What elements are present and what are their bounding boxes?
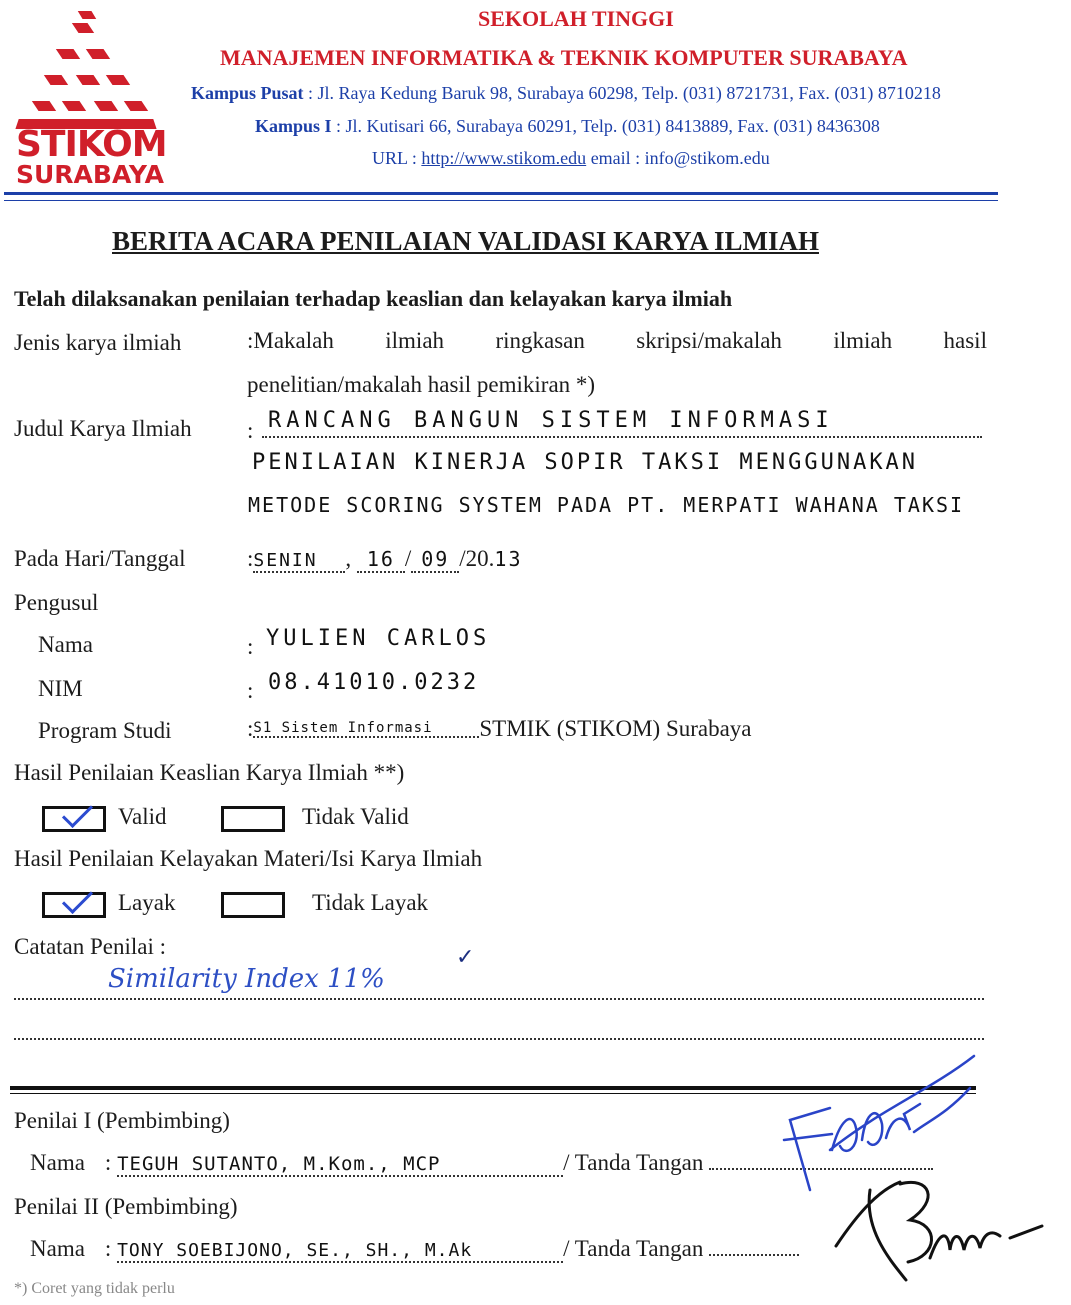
website-link[interactable]: http://www.stikom.edu — [421, 148, 587, 168]
pengusul-label: Pengusul — [14, 590, 99, 615]
penilai2-label: Penilai II (Pembimbing) — [14, 1194, 238, 1219]
tidak-layak-checkbox[interactable] — [221, 892, 285, 918]
tanggal-row: :SENIN , 16 / 09 /20.13 — [247, 546, 523, 571]
valid-label: Valid — [118, 804, 167, 829]
signature-line-2 — [709, 1236, 799, 1256]
tahun-suffix: 13 — [494, 547, 523, 571]
keaslian-label: Hasil Penilaian Keaslian Karya Ilmiah **) — [14, 760, 405, 785]
penilai2-row: Nama : TONY SOEBIJONO, SE., SH., M.Ak / Tanda Tangan — [30, 1236, 799, 1263]
nama-colon: : — [247, 634, 254, 659]
jenis-word: ilmiah — [833, 328, 893, 353]
penilai1-row: Nama : TEGUH SUTANTO, M.Kom., MCP / Tanda Tangan — [30, 1150, 933, 1177]
jenis-word: skripsi/makalah — [636, 328, 782, 353]
catatan-line1 — [14, 964, 984, 1000]
email-text: email : info@stikom.edu — [586, 148, 770, 168]
header-contact — [372, 148, 770, 169]
nim-value: 08.41010.0232 — [268, 670, 480, 695]
nim-colon: : — [247, 678, 254, 703]
intro-text: Telah dilaksanakan penilaian terhadap keaslian dan kelayakan karya ilmiah — [14, 286, 733, 311]
stikom-logo — [12, 8, 167, 189]
jenis-line1 — [247, 328, 987, 354]
campus2-text: : Jl. Kutisari 66, Surabaya 60291, Telp. (031) 8413889, Fax. (031) 8436308 — [331, 116, 880, 136]
judul-colon: : — [247, 418, 254, 443]
checkmark-icon: ✓ — [456, 944, 475, 969]
nama-label: Nama — [38, 632, 93, 657]
check-icon — [62, 883, 93, 914]
jenis-word: ringkasan — [495, 328, 585, 353]
prodi-label: Program Studi — [38, 718, 172, 743]
judul-line2: PENILAIAN KINERJA SOPIR TAKSI MENGGUNAKAN — [252, 450, 919, 475]
judul-label: Judul Karya Ilmiah — [14, 416, 192, 441]
jenis-word: :Makalah — [247, 328, 334, 353]
tahun-prefix: /20. — [459, 546, 495, 571]
judul-line1 — [262, 408, 982, 438]
jenis-word: hasil — [943, 328, 987, 353]
header-campus2 — [255, 116, 880, 137]
logo-pyramid-icon — [12, 8, 160, 133]
judul-value-1: RANCANG BANGUN SISTEM INFORMASI — [268, 408, 834, 433]
url-label: URL : — [372, 148, 422, 168]
prodi-row: :S1 Sistem Informasi STMIK (STIKOM) Surabaya — [247, 716, 752, 741]
tanggal-label: Pada Hari/Tanggal — [14, 546, 186, 571]
penilai2-nama-label: Nama — [30, 1236, 85, 1261]
tidak-layak-label: Tidak Layak — [312, 890, 429, 915]
signature-2-icon — [830, 1170, 1050, 1290]
layak-checkbox[interactable] — [42, 892, 106, 918]
hari-value: SENIN — [253, 550, 345, 573]
tidak-valid-checkbox[interactable] — [221, 806, 285, 832]
logo-text-bottom: SURABAYA — [16, 160, 164, 189]
tanggal-value: 16 — [357, 547, 405, 573]
prodi-suffix: STMIK (STIKOM) Surabaya — [479, 716, 752, 741]
penilai1-nama: TEGUH SUTANTO, M.Kom., MCP — [117, 1153, 563, 1177]
logo-text-top: STIKOM — [16, 124, 167, 165]
campus2-label: Kampus I — [255, 116, 332, 136]
header-line2: MANAJEMEN INFORMATIKA & TEKNIK KOMPUTER SURABAYA — [220, 45, 908, 70]
prodi-value: S1 Sistem Informasi — [253, 720, 479, 738]
penilai1-label: Penilai I (Pembimbing) — [14, 1108, 230, 1133]
valid-checkbox[interactable] — [42, 806, 106, 832]
tidak-valid-label: Tidak Valid — [302, 804, 409, 829]
jenis-line2: penelitian/makalah hasil pemikiran *) — [247, 372, 596, 397]
header-divider — [4, 192, 998, 195]
footnote: *) Coret yang tidak perlu — [14, 1280, 175, 1297]
jenis-word: ilmiah — [385, 328, 445, 353]
tanda-tangan-label-2: / Tanda Tangan — [563, 1236, 704, 1261]
catatan-line2 — [14, 1018, 984, 1040]
page-title: BERITA ACARA PENILAIAN VALIDASI KARYA ILMIAH — [112, 226, 819, 256]
jenis-label: Jenis karya ilmiah — [14, 330, 182, 355]
kelayakan-label: Hasil Penilaian Kelayakan Materi/Isi Karya Ilmiah — [14, 846, 483, 871]
bulan-value: 09 — [411, 547, 459, 573]
nama-value: YULIEN CARLOS — [266, 626, 491, 651]
layak-label: Layak — [118, 890, 176, 915]
header-campus1 — [191, 83, 941, 104]
campus1-text: : Jl. Raya Kedung Baruk 98, Surabaya 60298, Telp. (031) 8721731, Fax. (031) 8710218 — [303, 83, 941, 103]
catatan-label: Catatan Penilai : — [14, 934, 167, 959]
check-icon — [62, 797, 93, 828]
header-divider-thin — [4, 200, 998, 201]
nim-label: NIM — [38, 676, 83, 701]
campus1-label: Kampus Pusat — [191, 83, 304, 103]
header-line1: SEKOLAH TINGGI — [478, 6, 674, 31]
catatan-value: Similarity Index 11% — [108, 964, 385, 994]
penilai2-nama: TONY SOEBIJONO, SE., SH., M.Ak — [117, 1240, 563, 1263]
tanda-tangan-label-1: / Tanda Tangan — [563, 1150, 704, 1175]
penilai1-nama-label: Nama — [30, 1150, 85, 1175]
judul-line3: METODE SCORING SYSTEM PADA PT. MERPATI WAHANA TAKSI — [248, 493, 965, 517]
